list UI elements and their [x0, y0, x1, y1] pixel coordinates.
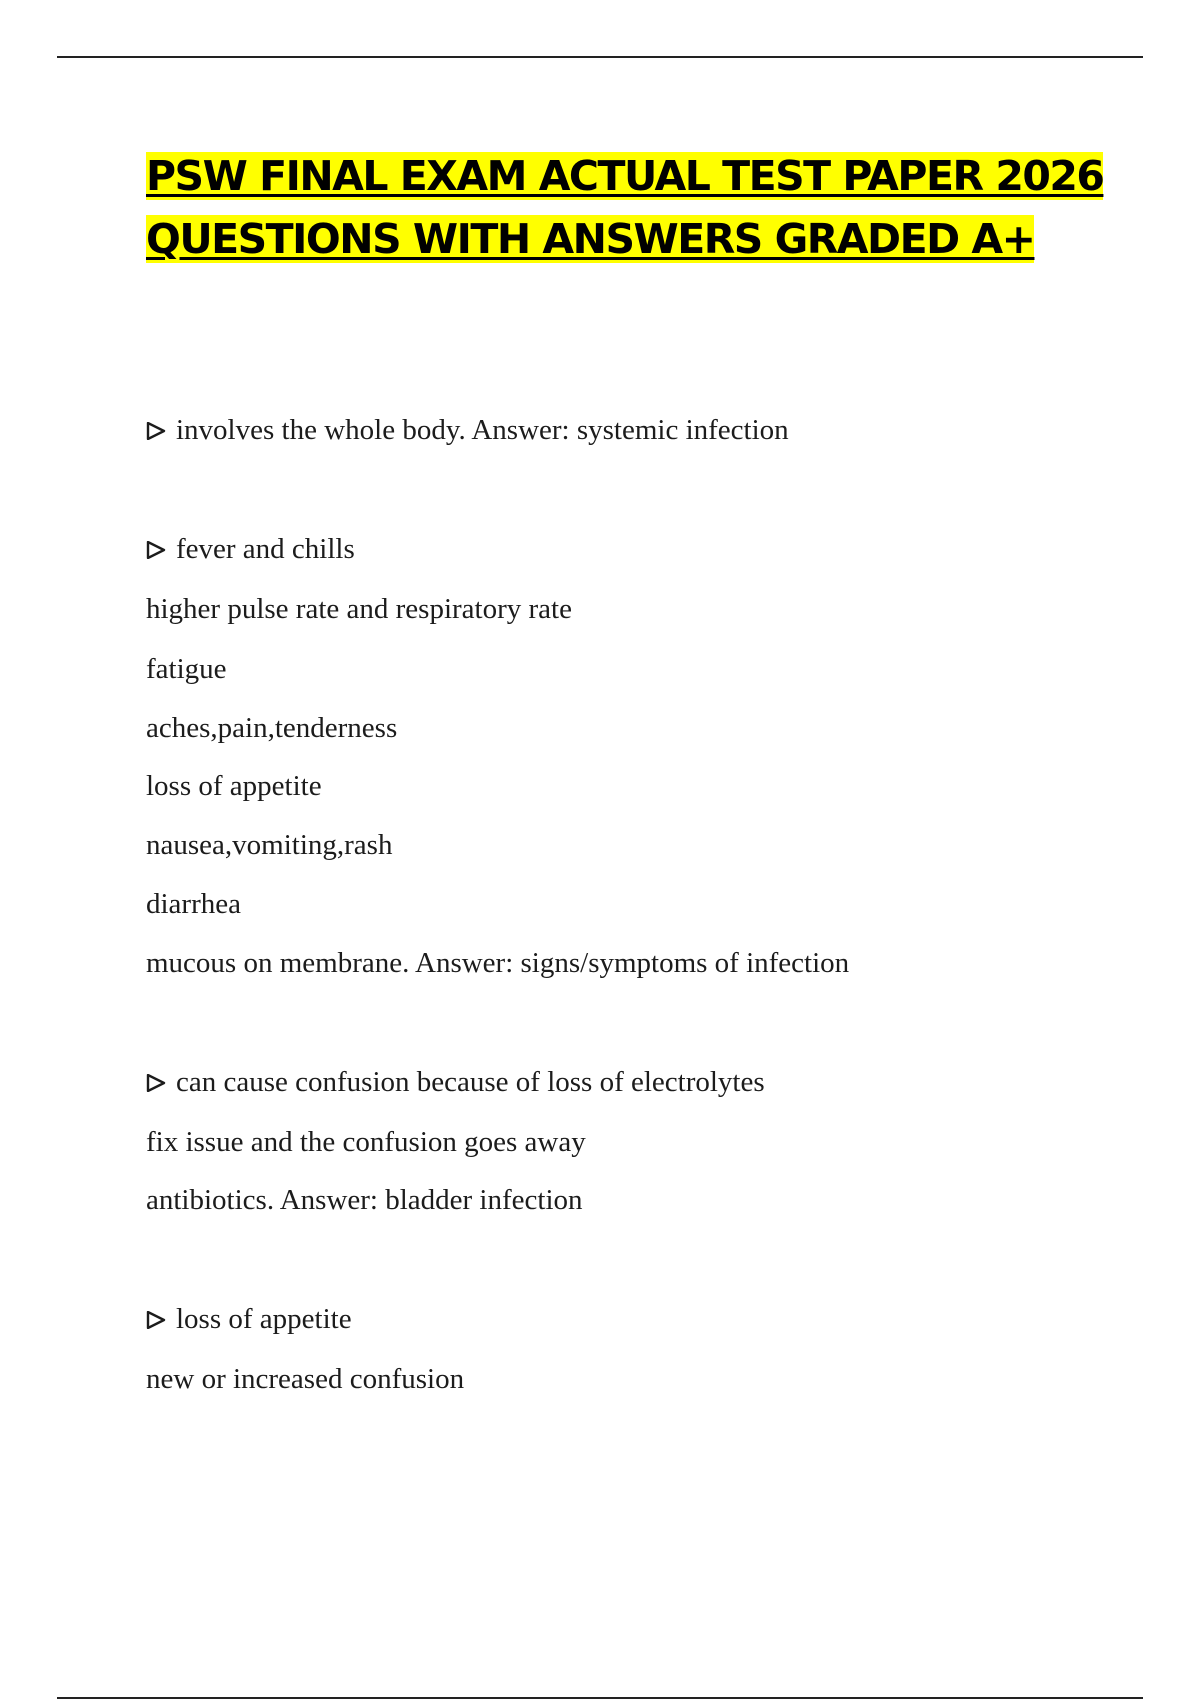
- question-3-line: fix issue and the confusion goes away: [146, 1126, 586, 1158]
- question-2-line: diarrhea: [146, 888, 241, 920]
- question-4: [146, 1301, 352, 1337]
- triangle-bullet-icon: [146, 531, 176, 567]
- document-title-text: PSW FINAL EXAM ACTUAL TEST PAPER 2026 QUESTIONS WITH ANSWERS GRADED A+: [146, 152, 1104, 263]
- triangle-bullet-icon: [146, 412, 176, 448]
- question-2-line: loss of appetite: [146, 770, 322, 802]
- question-2-line: aches,pain,tenderness: [146, 712, 398, 744]
- triangle-bullet-icon: [146, 1064, 176, 1100]
- question-2-text: fever and chills: [176, 533, 355, 565]
- question-2-line: mucous on membrane. Answer: signs/symptoms of infection: [146, 947, 850, 979]
- question-3-text: can cause confusion because of loss of electrolytes: [176, 1066, 765, 1098]
- question-2: [146, 531, 355, 567]
- question-3-line: antibiotics. Answer: bladder infection: [146, 1184, 583, 1216]
- bottom-divider: [57, 1697, 1143, 1699]
- top-divider: [57, 56, 1143, 58]
- question-2-line: fatigue: [146, 653, 227, 685]
- question-3: [146, 1064, 765, 1100]
- document-title: [146, 145, 1146, 271]
- question-2-line: higher pulse rate and respiratory rate: [146, 593, 572, 625]
- question-1: [146, 412, 789, 448]
- question-1-text: involves the whole body. Answer: systemic infection: [176, 414, 789, 446]
- question-2-line: nausea,vomiting,rash: [146, 829, 393, 861]
- question-4-line: new or increased confusion: [146, 1363, 465, 1395]
- question-4-text: loss of appetite: [176, 1303, 352, 1335]
- triangle-bullet-icon: [146, 1301, 176, 1337]
